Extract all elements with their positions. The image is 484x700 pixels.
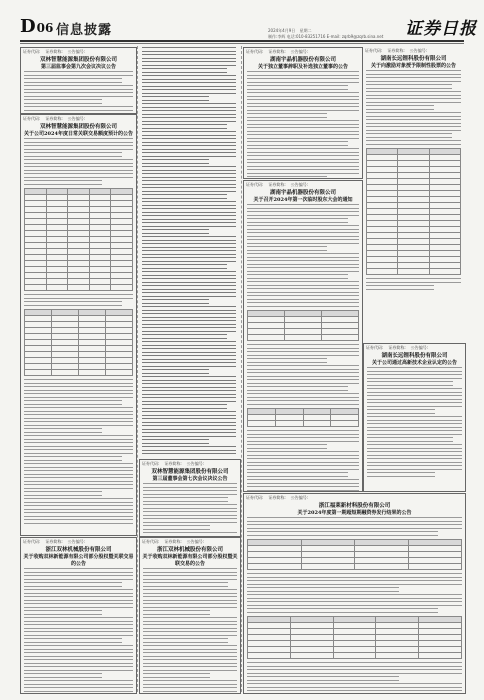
publication-meta <box>268 28 386 40</box>
notice-company: 双林智慧能源集团股份有限公司 <box>151 469 229 475</box>
notice: 证券代码: 证券简称: 公告编号: 湖南宇晶机器股份有限公司 关于召开2024年第一次临时股东大会的通知 <box>243 180 363 492</box>
notice-continuation <box>139 47 239 457</box>
data-table <box>366 148 461 275</box>
issue-date: 2024年4月9日 <box>268 28 296 33</box>
notice-company: 湖南宇晶机器股份有限公司 <box>269 190 336 196</box>
notice-company: 双林智慧能源集团股份有限公司 <box>39 124 117 130</box>
notice-company: 湖南长远锂科股份有限公司 <box>380 56 447 62</box>
notice: 证券代码: 证券简称: 公告编号: 浙江双林机械股份有限公司 关于收购双林新能源有限公司部分股权暨关联交易的公告 <box>139 537 241 694</box>
notice: 证券代码: 证券简称: 公告编号: 双林智慧能源集团股份有限公司 第三届董事会第七次会议决议公告 <box>139 459 241 537</box>
section-title: 信息披露 <box>56 23 113 38</box>
notice: 证券代码: 证券简称: 公告编号: 湖南长远锂科股份有限公司 关于公司通过高新技术企业认定的公告 <box>363 343 466 492</box>
issue-weekday: 星期二 <box>299 28 312 33</box>
notice-title: 第三届监事会第九次会议决议公告 <box>40 64 116 70</box>
editor-contact: 制作:李辉 电话:010-83251716 E-mail: zqrb9@zqrb.sina.net <box>268 34 384 39</box>
notice-title: 关于收购双林新能源有限公司部分股权暨关联交易的公告 <box>142 554 238 567</box>
notice-company: 浙江双林机械股份有限公司 <box>45 547 112 553</box>
data-table <box>24 309 133 376</box>
notice-title: 关于2024年度第一期超短期融资券发行结果的公告 <box>297 510 412 516</box>
data-table <box>247 310 359 341</box>
notice: 证券代码: 证券简称: 公告编号: 双林智慧能源集团股份有限公司 关于公司2024年度日常关联交易额度预计的公告 <box>20 114 137 536</box>
notice: 证券代码: 证券简称: 公告编号: 浙江福莱新材料股份有限公司 关于2024年度第一期超短期融资券发行结果的公告 <box>243 493 466 694</box>
notice-title: 关于独立董事辞职及补选独立董事的公告 <box>257 64 348 70</box>
masthead <box>0 0 484 40</box>
notice-title: 关于召开2024年第一次临时股东大会的通知 <box>253 197 353 203</box>
data-table <box>247 616 462 659</box>
data-table <box>24 188 133 291</box>
masthead-rule <box>20 40 464 42</box>
notice-company: 湖南宇晶机器股份有限公司 <box>269 57 336 63</box>
notice: 证券代码: 证券简称: 公告编号: 湖南长远锂科股份有限公司 关于向激励对象授予限制性股票的公告 <box>363 47 464 340</box>
notice-company: 浙江福莱新材料股份有限公司 <box>318 503 391 509</box>
data-table <box>247 539 462 570</box>
column-separator <box>241 46 242 692</box>
newspaper-logo: 证券日报 <box>405 19 477 39</box>
notice: 证券代码: 证券简称: 公告编号: 浙江双林机械股份有限公司 关于收购双林新能源有限公司部分股权暨关联交易的公告 <box>20 537 137 694</box>
notice-title: 关于公司2024年度日常关联交易额度预计的公告 <box>24 131 133 137</box>
notice-title: 第三届董事会第七次会议决议公告 <box>152 476 228 482</box>
page-number: D06 <box>20 16 54 37</box>
masthead-rule-thin <box>20 43 464 44</box>
notice: 证券代码: 证券简称: 公告编号: 双林智慧能源集团股份有限公司 第三届监事会第九次会议决议公告 <box>20 47 137 114</box>
column-separator <box>137 46 138 692</box>
notice-title: 关于收购双林新能源有限公司部分股权暨关联交易的公告 <box>23 554 134 567</box>
notice-company: 湖南长远锂科股份有限公司 <box>381 353 448 359</box>
notice-title: 关于向激励对象授予限制性股票的公告 <box>370 63 456 69</box>
notice: 证券代码: 证券简称: 公告编号: 湖南宇晶机器股份有限公司 关于独立董事辞职及补选独立董事的公告 <box>243 47 363 179</box>
notice-company: 双林智慧能源集团股份有限公司 <box>39 57 117 63</box>
data-table <box>247 408 359 427</box>
notice-company: 浙江双林机械股份有限公司 <box>156 547 223 553</box>
notice-title: 关于公司通过高新技术企业认定的公告 <box>371 360 457 366</box>
